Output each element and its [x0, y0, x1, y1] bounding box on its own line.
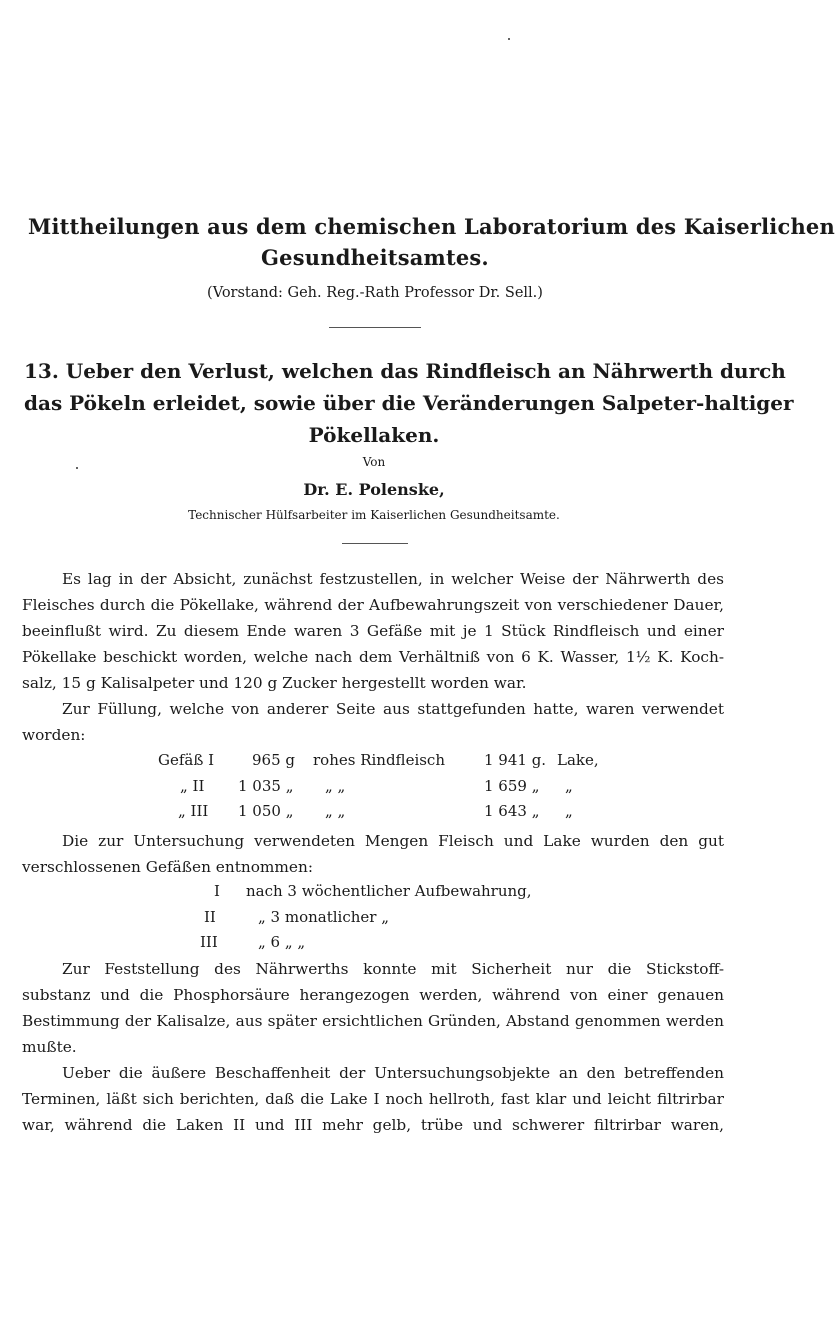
- body-text-line: worden:: [22, 726, 86, 744]
- body-text-line: Terminen, läßt sich berichten, daß die Lake I noch hellroth, fast klar und leicht filtrirbar: [22, 1090, 724, 1108]
- vessel-lake: 1 941 g.: [484, 751, 547, 769]
- author-name: Dr. E. Polenske,: [303, 480, 445, 499]
- body-text-line: Zur Feststellung des Nährwerths konnte mit Sicherheit nur die Stickstoff-: [62, 960, 724, 978]
- body-text-line: verschlossenen Gefäßen entnommen:: [22, 858, 313, 876]
- body-text-line: Ueber die äußere Beschaffenheit der Untersuchungsobjekte an den betreffenden: [62, 1064, 724, 1082]
- article-title-line1: 13. Ueber den Verlust, welchen das Rindfleisch an Nährwerth durch: [24, 359, 786, 383]
- author-affiliation: Technischer Hülfsarbeiter im Kaiserlichen Gesundheitsamte.: [188, 508, 560, 522]
- vorstand-note: (Vorstand: Geh. Reg.-Rath Professor Dr. Sell.): [207, 285, 543, 301]
- article-title-line3: Pökellaken.: [308, 423, 440, 447]
- body-text-line: substanz und die Phosphorsäure herangezogen werden, während von einer genauen: [22, 986, 724, 1004]
- vessel-meat-desc: „ „: [325, 777, 346, 795]
- vessel-label: „ II: [180, 777, 205, 795]
- byline-von: Von: [362, 455, 386, 469]
- vessel-meat: 965 g: [252, 751, 296, 769]
- divider: [342, 543, 408, 544]
- vessel-label: „ III: [178, 802, 209, 820]
- body-text-line: Zur Füllung, welche von anderer Seite aus stattgefunden hatte, waren verwendet: [62, 700, 724, 718]
- body-text-line: Pökellake beschickt worden, welche nach dem Verhältniß von 6 K. Wasser, 1½ K. Koch-: [22, 648, 724, 666]
- vessel-meat-desc: „ „: [325, 802, 346, 820]
- storage-number: III: [200, 933, 218, 951]
- storage-number: II: [204, 908, 216, 926]
- body-text-line: Es lag in der Absicht, zunächst festzustellen, in welcher Weise der Nährwerth des: [62, 570, 724, 588]
- vessel-lake-desc: „: [565, 777, 573, 795]
- storage-number: I: [214, 882, 220, 900]
- body-text-line: beeinflußt wird. Zu diesem Ende waren 3 Gefäße mit je 1 Stück Rindfleisch und einer: [22, 622, 724, 640]
- vessel-lake-desc: „: [565, 802, 573, 820]
- storage-text: „ 6 „ „: [258, 933, 306, 951]
- body-text-line: Die zur Untersuchung verwendeten Mengen Fleisch und Lake wurden den gut: [62, 832, 724, 850]
- body-text-line: mußte.: [22, 1038, 77, 1056]
- vessel-label: Gefäß I: [158, 751, 215, 769]
- body-text-line: Bestimmung der Kalisalze, aus später ersichtlichen Gründen, Abstand genommen werden: [22, 1012, 724, 1030]
- vessel-lake: 1 659 „: [484, 777, 540, 795]
- article-title-line2: das Pökeln erleidet, sowie über die Veränderungen Salpeter-haltiger: [24, 391, 794, 415]
- vessel-meat-desc: rohes Rindfleisch: [313, 751, 445, 769]
- vessel-meat: 1 035 „: [238, 777, 294, 795]
- section-heading-line2: Gesundheitsamtes.: [261, 245, 489, 270]
- storage-text: nach 3 wöchentlicher Aufbewahrung,: [246, 882, 532, 900]
- vessel-lake: 1 643 „: [484, 802, 540, 820]
- body-text-line: salz, 15 g Kalisalpeter und 120 g Zucker hergestellt worden war.: [22, 674, 527, 692]
- section-heading-line1: Mittheilungen aus dem chemischen Laboratorium des Kaiserlichen: [28, 214, 835, 239]
- vessel-meat: 1 050 „: [238, 802, 294, 820]
- vessel-lake-desc: Lake,: [557, 751, 599, 769]
- divider: [329, 327, 421, 328]
- paper-speck: [508, 38, 510, 40]
- storage-text: „ 3 monatlicher „: [258, 908, 389, 926]
- body-text-line: war, während die Laken II und III mehr gelb, trübe und schwerer filtrirbar waren,: [22, 1116, 724, 1134]
- body-text-line: Fleisches durch die Pökellake, während der Aufbewahrungszeit von verschiedener Dauer,: [22, 596, 724, 614]
